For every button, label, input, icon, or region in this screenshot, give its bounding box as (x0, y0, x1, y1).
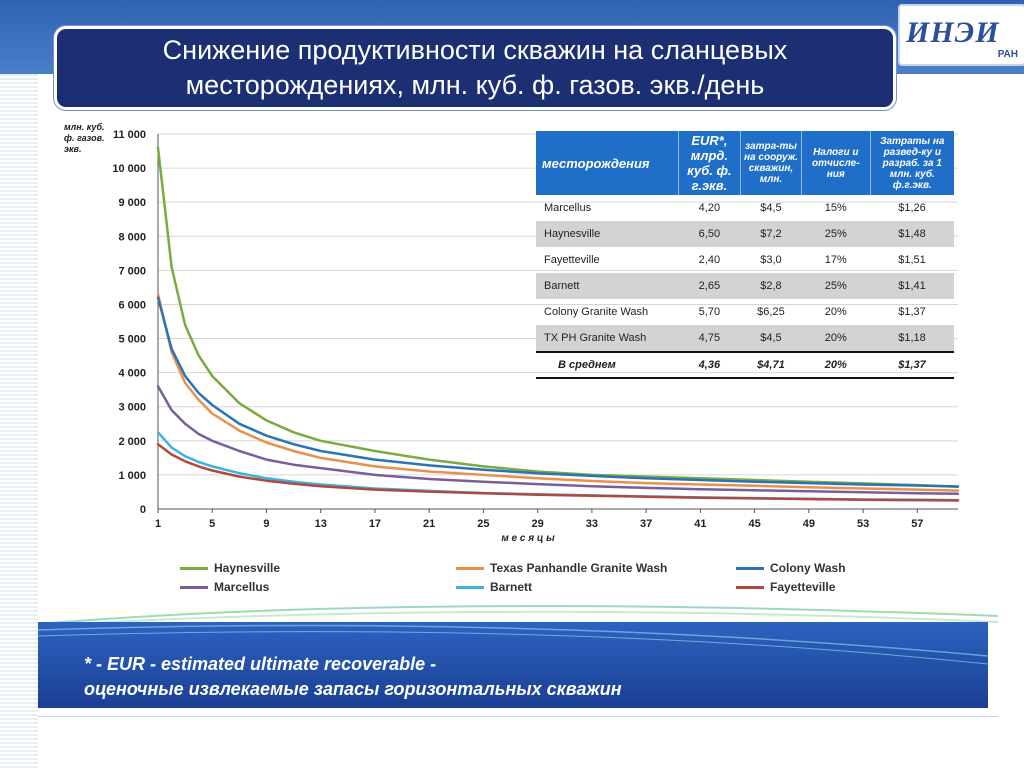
table-cell: Haynesville (536, 221, 678, 247)
x-tick-label: 37 (640, 518, 653, 530)
table-cell: $1,26 (898, 202, 926, 214)
table-row (536, 247, 954, 273)
x-tick-label: 49 (802, 518, 815, 530)
legend-item (180, 561, 280, 575)
table-cell: $1,51 (898, 254, 926, 266)
x-tick-label: 1 (154, 518, 162, 530)
x-tick-label: 13 (314, 518, 327, 530)
table-cell: Fayetteville (544, 254, 600, 266)
x-tick-label: 53 (856, 518, 870, 530)
y-tick-label: 1 000 (118, 469, 146, 482)
x-tick-label: 5 (209, 518, 216, 530)
table-cell: 15% (824, 202, 847, 214)
x-tick-label: 41 (694, 518, 707, 530)
table-row (536, 299, 954, 325)
legend-item (736, 561, 846, 575)
y-tick-label: 3 000 (118, 401, 146, 414)
x-tick-label: 9 (263, 518, 270, 530)
table-cell: TX PH Granite Wash (536, 325, 678, 352)
left-decoration (0, 74, 38, 768)
x-axis-label: м е с я ц ы (501, 533, 555, 544)
table-header-row (536, 131, 954, 195)
table-cell: $1,37 (898, 306, 926, 318)
table-cell: 5,70 (698, 306, 721, 318)
table-cell: 2,40 (698, 254, 721, 266)
legend-item (456, 561, 667, 575)
table-cell: $7,2 (740, 221, 801, 247)
y-tick-label: 11 000 (112, 129, 146, 141)
y-tick-label: 6 000 (118, 299, 146, 312)
legend-swatch (456, 586, 484, 589)
legend-swatch (736, 567, 764, 570)
y-axis-unit-label: млн. куб. ф. газов. экв. (64, 122, 105, 154)
header-well-cost: затра-ты на сооруж. скважин, млн. (740, 131, 801, 195)
table-cell: $6,25 (757, 306, 785, 318)
table-cell: $2,8 (740, 273, 801, 299)
table-cell: 2,65 (678, 273, 740, 299)
header-taxes: Налоги и отчисле-ния (802, 131, 871, 195)
table-cell: В среднем (536, 352, 678, 378)
x-tick-label: 29 (531, 518, 544, 530)
table-row (536, 325, 954, 352)
y-tick-label: 10 000 (112, 163, 146, 176)
table-cell: $1,18 (870, 325, 954, 352)
legend-swatch (180, 567, 208, 570)
table-cell: 17% (824, 254, 847, 266)
table-cell: $1,41 (870, 273, 954, 299)
footnote-line-2: оценочные извлекаемые запасы горизонтальных скважин (84, 679, 622, 699)
economics-table (536, 131, 954, 379)
legend-label: Marcellus (214, 580, 270, 594)
table-cell: 4,36 (678, 352, 740, 378)
legend-label: Barnett (490, 580, 533, 594)
table-row (536, 273, 954, 299)
legend-label: Texas Panhandle Granite Wash (490, 561, 668, 575)
bottom-divider (38, 716, 998, 717)
header-field: месторождения (536, 131, 678, 195)
table-cell: Barnett (536, 273, 678, 299)
chart-legend (180, 561, 960, 597)
legend-item (456, 580, 532, 594)
x-tick-label: 33 (585, 518, 599, 530)
x-tick-label: 45 (748, 518, 761, 530)
y-tick-label: 4 000 (118, 367, 146, 380)
table-cell: Colony Granite Wash (544, 306, 649, 318)
legend-swatch (736, 586, 764, 589)
table-cell: Marcellus (544, 202, 592, 214)
y-tick-label: 9 000 (118, 197, 146, 210)
y-tick-label: 0 (139, 504, 146, 516)
x-tick-label: 25 (477, 518, 490, 530)
title-box (54, 26, 896, 110)
logo-text: ИНЭИ (906, 16, 1000, 49)
series-line-barnett (158, 432, 958, 500)
table-cell: $4,71 (740, 352, 801, 378)
table-average-row (536, 352, 954, 378)
x-tick-label: 21 (423, 518, 436, 530)
x-tick-label: 57 (911, 518, 924, 530)
table-cell: $4,5 (740, 325, 801, 352)
table-cell: 25% (802, 273, 871, 299)
header-eur: EUR*, млрд. куб. ф. г.экв. (678, 131, 740, 195)
footnote-line-1: * - EUR - estimated ultimate recoverable - (84, 654, 437, 674)
x-tick-label: 17 (368, 518, 382, 530)
table-cell: 20% (802, 352, 871, 378)
legend-label: Fayetteville (770, 580, 836, 594)
table-cell: $3,0 (760, 254, 782, 266)
table-row (536, 221, 954, 247)
legend-item (180, 580, 269, 594)
table-cell: 6,50 (678, 221, 740, 247)
y-tick-label: 8 000 (118, 231, 146, 244)
footnote-banner (38, 622, 988, 708)
table-cell: 4,75 (678, 325, 740, 352)
table-cell: 20% (802, 325, 871, 352)
header-dev-cost: Затраты на развед-ку и разраб. за 1 млн. куб. ф.г.экв. (870, 131, 954, 195)
legend-item (736, 580, 835, 594)
y-tick-label: 7 000 (118, 265, 146, 278)
table-cell: 20% (824, 306, 847, 318)
legend-swatch (456, 567, 484, 570)
legend-label: Haynesville (214, 561, 281, 575)
table-row (536, 195, 954, 221)
y-tick-label: 5 000 (118, 333, 146, 346)
table-cell: $1,37 (870, 352, 954, 378)
table-cell: 4,20 (698, 202, 721, 214)
legend-swatch (180, 586, 208, 589)
y-tick-label: 2 000 (118, 435, 146, 448)
table-cell: $4,5 (760, 202, 782, 214)
logo (898, 4, 1024, 66)
logo-subtext: РАН (997, 49, 1018, 60)
table-cell: 25% (802, 221, 871, 247)
legend-label: Colony Wash (770, 561, 846, 575)
page-title: Снижение продуктивности скважин на сланцевых месторождениях, млн. куб. ф. газов. экв./день (162, 35, 788, 100)
table-cell: $1,48 (870, 221, 954, 247)
